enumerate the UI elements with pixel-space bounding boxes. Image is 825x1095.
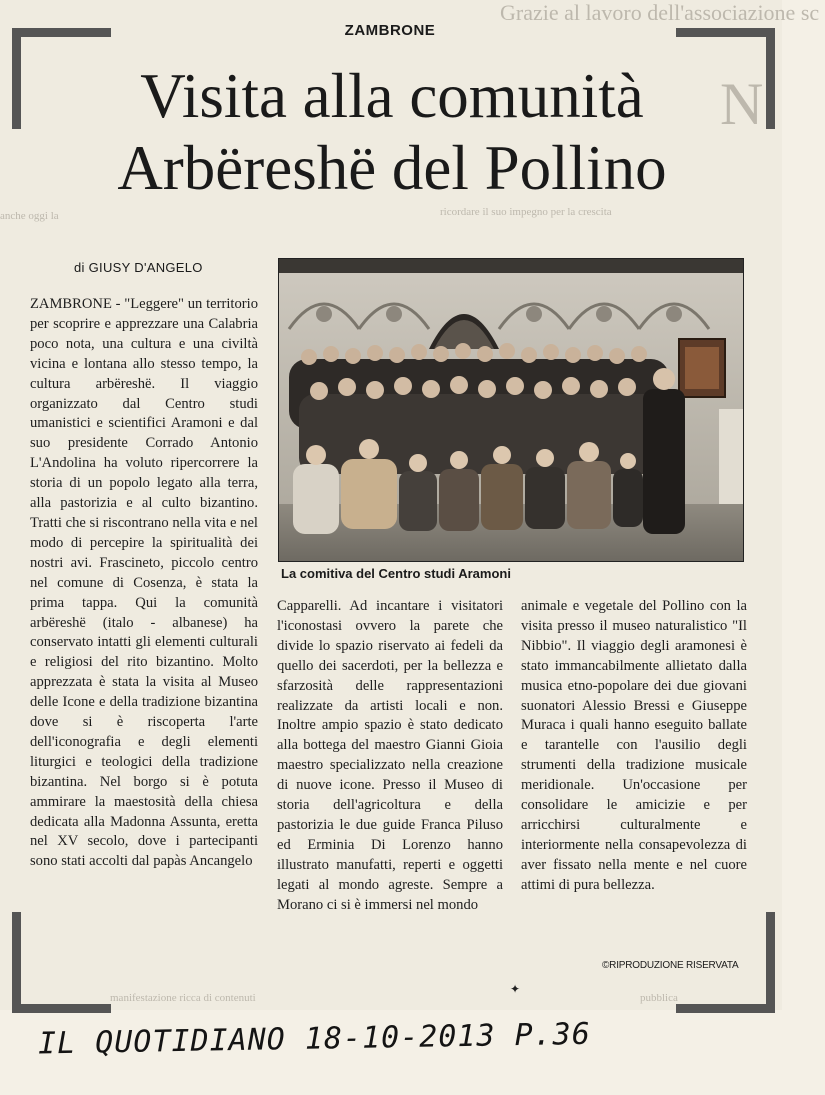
bleed-through-text: N xyxy=(720,71,764,137)
article-column-2 xyxy=(277,597,503,916)
bleed-through-text: ricordare il suo impegno per la crescita xyxy=(440,206,612,218)
bleed-through-text: manifestazione ricca di contenuti xyxy=(110,992,256,1004)
headline-line-2: Arbëreshë del Pollino xyxy=(117,133,667,203)
section-kicker: ZAMBRONE xyxy=(344,22,436,39)
bleed-through-text: pubblica xyxy=(640,992,678,1004)
column-2-text: Capparelli. Ad incantare i visitatori l'iconostasi ovvero la parete che divide lo spazio riservato ai fedeli da quello dei sacerdoti, per la bellezza e sfarzosità delle rappresentazioni realizzate da artisti locali e non. Inoltre ampio spazio è stato dedicato alla bottega del maestro Gianni Gioia maestro specializzato nella creazione di nuove icone. Presso il Museo di storia dell'agricoltura e della pastorizia le due guide Franca Piluso ed Erminia Di Lorenzo hanno illustrato manufatti, reperti e oggetti legati al mondo agreste. Sempre a Morano ci si è immersi nel mondo xyxy=(277,598,503,913)
ink-mark-icon: ✦ xyxy=(510,982,521,996)
photo-caption: La comitiva del Centro studi Aramoni xyxy=(281,566,511,581)
headline xyxy=(32,60,752,204)
bleed-through-text: anche oggi la xyxy=(0,210,59,222)
corner-bracket xyxy=(12,912,111,1013)
column-1-text: ZAMBRONE - "Leggere" un territorio per scoprire e apprezzare una Calabria poco nota, una cultura e una civiltà vicina e lontana allo stesso tempo, la cultura arbëreshë. Il viaggio organizzato dal Centro studi umanistici e scientifici Aramoni e dal suo presidente Corrado Antonio L'Andolina ha voluto ripercorrere la storia di un popolo legato alla terra, alla pastorizia e al culto bizantino. Tratti che si riscontrano nella vita e nel modo di percepire la spiritualità dei nostri avi. Frascineto, piccolo centro nel comune di Cosenza, è stata la prima tappa. Qui la comunità arbëreshë (italo - albanese) ha conservato intatti gli elementi culturali e religiosi del rito bizantino. Molto apprezzata è stata la visita al Museo delle Icone e della tradizione bizantina dove si è riscoperta l'arte dell'iconografia e degli elementi liturgici e teologici della tradizione bizantina. Nel borgo si è potuta ammirare la maestosità della chiesa dedicata alla Madonna Assunta, eretta nel XV secolo, dove i partecipanti sono stati accolti dal papàs Ancangelo xyxy=(30,296,258,870)
group-photo xyxy=(278,258,744,562)
handwritten-source-note: IL QUOTIDIANO 18-10-2013 P.36 xyxy=(37,1016,592,1062)
headline-line-1: Visita alla comunità xyxy=(140,61,644,131)
article-column-3 xyxy=(521,597,747,896)
byline: di GIUSY D'ANGELO xyxy=(74,260,203,275)
bleed-through-text: Grazie al lavoro dell'associazione sc xyxy=(500,0,820,25)
group-photo-image xyxy=(279,259,743,561)
article-column-1 xyxy=(30,295,258,872)
column-3-text: animale e vegetale del Pollino con la visita presso il museo naturalistico "Il Nibbio". Il viaggio degli aramonesi è stato immancabilmente allietato dalla musica etno-popolare dei due giovani suonatori Alessio Bressi e Giuseppe Muraca i quali hanno eseguito ballate e tarantelle con l'ausilio degli strumenti della tradizione musicale meridionale. Un'occasione per consolidare le amicizie e per arricchirsi culturalmente e interiormente nella consapevolezza di aver fissato nella mente e nel cuore attimi di pura bellezza. xyxy=(521,598,747,893)
copyright-notice: ©RIPRODUZIONE RISERVATA xyxy=(602,960,739,971)
